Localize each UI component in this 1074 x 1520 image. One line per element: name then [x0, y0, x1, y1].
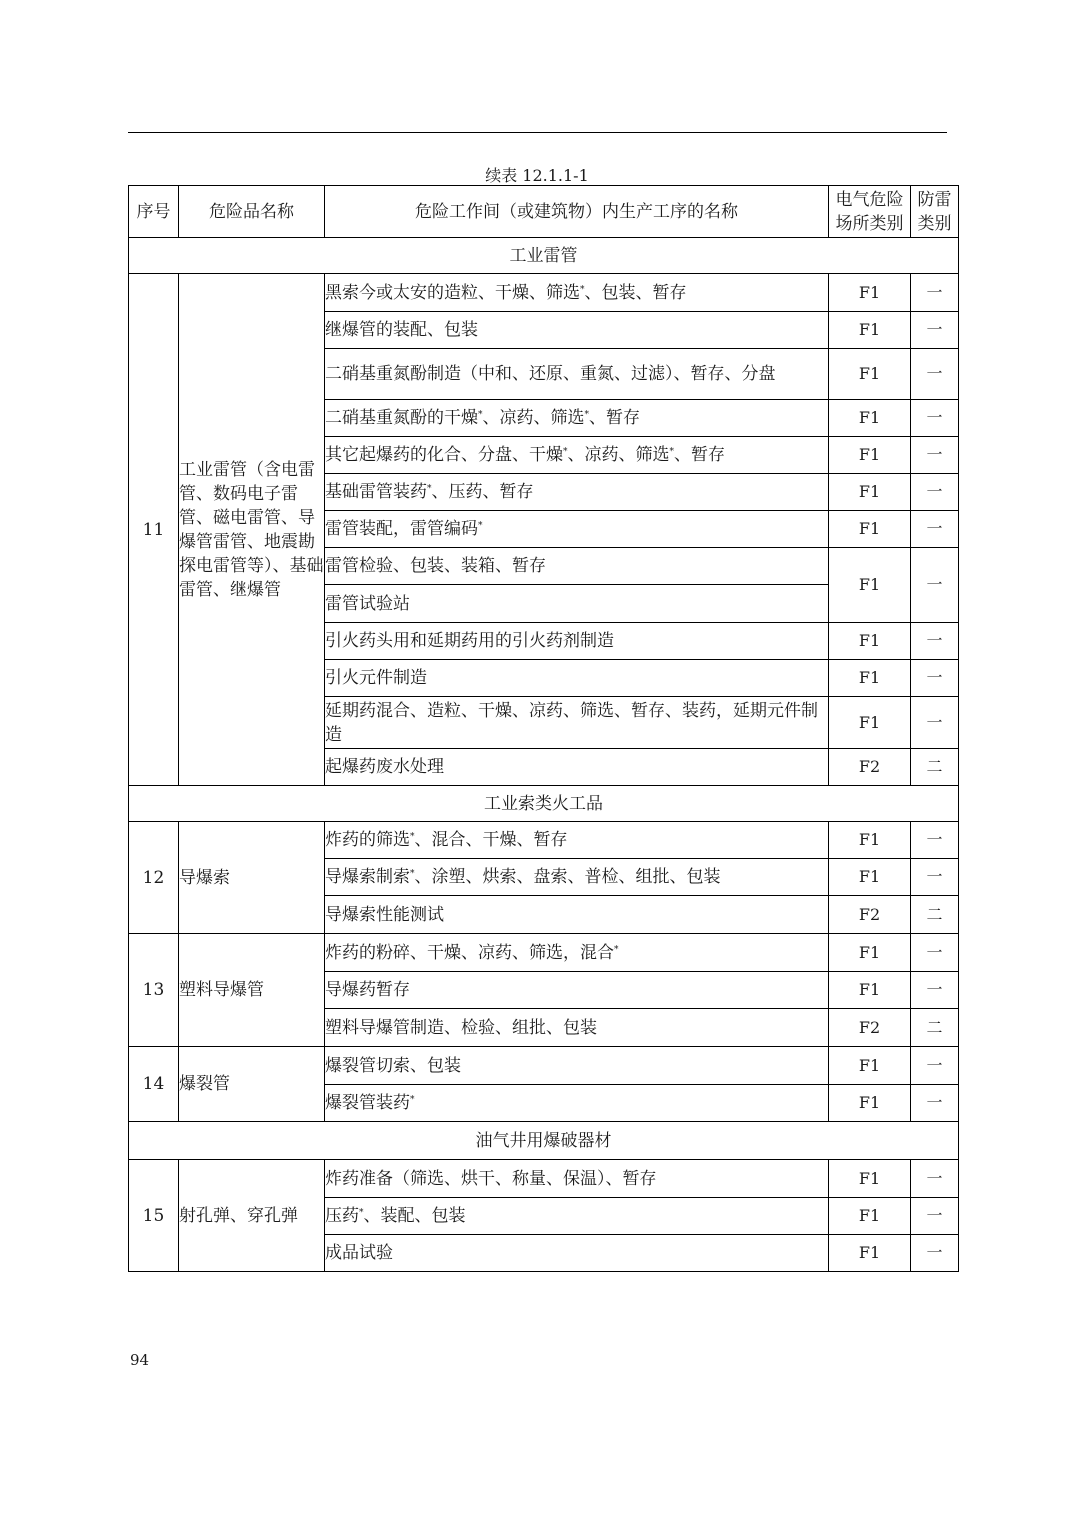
process-name: 炸药的筛选*、混合、干燥、暂存: [325, 822, 829, 859]
electrical-hazard-category: F1: [829, 1085, 911, 1122]
footnote-asterisk: *: [669, 447, 674, 457]
process-name: 成品试验: [325, 1235, 829, 1272]
footnote-asterisk: *: [427, 484, 432, 494]
process-name: 延期药混合、造粒、干燥、凉药、筛选、暂存、装药，延期元件制造: [325, 697, 829, 749]
item-seq: 14: [129, 1047, 179, 1122]
process-name: 基础雷管装药*、压药、暂存: [325, 474, 829, 511]
process-name: 引火药头用和延期药用的引火药剂制造: [325, 623, 829, 660]
process-name: 二硝基重氮酚制造（中和、还原、重氮、过滤）、暂存、分盘: [325, 349, 829, 400]
section-row: [129, 1122, 959, 1160]
footnote-asterisk: *: [359, 1208, 364, 1218]
lightning-protection-category: 一: [911, 400, 959, 437]
table-row: [129, 934, 959, 972]
process-name: 爆裂管切索、包装: [325, 1047, 829, 1085]
lightning-protection-category: 一: [911, 623, 959, 660]
electrical-hazard-category: F2: [829, 1009, 911, 1047]
process-name: 炸药的粉碎、干燥、凉药、筛选，混合*: [325, 934, 829, 972]
section-title: 工业索类火工品: [129, 786, 959, 822]
process-name: 起爆药废水处理: [325, 749, 829, 786]
header-rule: [128, 132, 947, 133]
lightning-protection-category: 二: [911, 749, 959, 786]
col-header-lightning-category: 防雷 类别: [911, 186, 959, 238]
item-seq: 11: [129, 274, 179, 786]
hazard-table: [128, 185, 959, 1272]
process-name: 雷管装配，雷管编码*: [325, 511, 829, 548]
process-name: 塑料导爆管制造、检验、组批、包装: [325, 1009, 829, 1047]
process-name: 雷管检验、包装、装箱、暂存: [325, 548, 829, 585]
process-name: 雷管试验站: [325, 585, 829, 623]
col-header-process: 危险工作间（或建筑物）内生产工序的名称: [325, 186, 829, 238]
process-name: 导爆索制索*、涂塑、烘索、盘索、普检、组批、包装: [325, 859, 829, 896]
electrical-hazard-category: F1: [829, 511, 911, 548]
lightning-protection-category: 一: [911, 474, 959, 511]
electrical-hazard-category: F1: [829, 474, 911, 511]
electrical-hazard-category: F1: [829, 1235, 911, 1272]
item-name: 导爆索: [179, 822, 325, 934]
electrical-hazard-category: F1: [829, 934, 911, 972]
lightning-protection-category: 二: [911, 896, 959, 934]
electrical-hazard-category: F1: [829, 312, 911, 349]
footnote-asterisk: *: [410, 869, 415, 879]
electrical-hazard-category: F1: [829, 623, 911, 660]
lightning-protection-category: 一: [911, 1235, 959, 1272]
lightning-protection-category: 一: [911, 437, 959, 474]
footnote-asterisk: *: [584, 410, 589, 420]
footnote-asterisk: *: [478, 410, 483, 420]
footnote-asterisk: *: [563, 447, 568, 457]
electrical-hazard-category: F1: [829, 822, 911, 859]
table-row: [129, 822, 959, 859]
electrical-hazard-category: F1: [829, 1160, 911, 1198]
process-name: 黑索今或太安的造粒、干燥、筛选*、包装、暂存: [325, 274, 829, 312]
process-name: 压药*、装配、包装: [325, 1198, 829, 1235]
section-title: 工业雷管: [129, 238, 959, 274]
col-header-name: 危险品名称: [179, 186, 325, 238]
page-number: 94: [130, 1351, 150, 1369]
lightning-protection-category: 一: [911, 1047, 959, 1085]
table-row: [129, 274, 959, 312]
item-name: 塑料导爆管: [179, 934, 325, 1047]
process-name: 其它起爆药的化合、分盘、干燥*、凉药、筛选*、暂存: [325, 437, 829, 474]
lightning-protection-category: 一: [911, 1198, 959, 1235]
lightning-protection-category: 一: [911, 349, 959, 400]
process-name: 导爆索性能测试: [325, 896, 829, 934]
lightning-protection-category: 一: [911, 934, 959, 972]
lightning-protection-category: 一: [911, 312, 959, 349]
section-title: 油气井用爆破器材: [129, 1122, 959, 1160]
lightning-protection-category: 一: [911, 511, 959, 548]
col-header-seq: 序号: [129, 186, 179, 238]
footnote-asterisk: *: [410, 1095, 415, 1105]
lightning-protection-category: 一: [911, 548, 959, 623]
item-name: 射孔弹、穿孔弹: [179, 1160, 325, 1272]
table-row: [129, 1047, 959, 1085]
electrical-hazard-category: F1: [829, 437, 911, 474]
electrical-hazard-category: F1: [829, 1047, 911, 1085]
lightning-protection-category: 一: [911, 972, 959, 1009]
process-name: 炸药准备（筛选、烘干、称量、保温）、暂存: [325, 1160, 829, 1198]
footnote-asterisk: *: [478, 521, 483, 531]
electrical-hazard-category: F2: [829, 896, 911, 934]
item-name: 爆裂管: [179, 1047, 325, 1122]
table-header-row: [129, 186, 959, 238]
table-caption: 续表 12.1.1-1: [485, 166, 589, 185]
item-seq: 13: [129, 934, 179, 1047]
lightning-protection-category: 二: [911, 1009, 959, 1047]
footnote-asterisk: *: [410, 832, 415, 842]
electrical-hazard-category: F1: [829, 349, 911, 400]
footnote-asterisk: *: [614, 944, 619, 955]
process-name: 引火元件制造: [325, 660, 829, 697]
item-name: 工业雷管（含电雷管、数码电子雷管、磁电雷管、导爆管雷管、地震勘探电雷管等）、基础雷管、继爆管: [179, 274, 325, 786]
item-seq: 15: [129, 1160, 179, 1272]
electrical-hazard-category: F1: [829, 400, 911, 437]
process-name: 二硝基重氮酚的干燥*、凉药、筛选*、暂存: [325, 400, 829, 437]
section-row: [129, 786, 959, 822]
process-name: 导爆药暂存: [325, 972, 829, 1009]
lightning-protection-category: 一: [911, 660, 959, 697]
lightning-protection-category: 一: [911, 1160, 959, 1198]
electrical-hazard-category: F1: [829, 859, 911, 896]
process-name: 继爆管的装配、包装: [325, 312, 829, 349]
electrical-hazard-category: F1: [829, 697, 911, 749]
lightning-protection-category: 一: [911, 697, 959, 749]
electrical-hazard-category: F1: [829, 972, 911, 1009]
footnote-asterisk: *: [580, 284, 585, 295]
item-seq: 12: [129, 822, 179, 934]
table-row: [129, 1160, 959, 1198]
process-name: 爆裂管装药*: [325, 1085, 829, 1122]
lightning-protection-category: 一: [911, 1085, 959, 1122]
col-header-elec-category: 电气危险 场所类别: [829, 186, 911, 238]
lightning-protection-category: 一: [911, 274, 959, 312]
lightning-protection-category: 一: [911, 859, 959, 896]
table-body: [129, 238, 959, 1272]
electrical-hazard-category: F1: [829, 548, 911, 623]
electrical-hazard-category: F1: [829, 660, 911, 697]
lightning-protection-category: 一: [911, 822, 959, 859]
electrical-hazard-category: F1: [829, 1198, 911, 1235]
electrical-hazard-category: F1: [829, 274, 911, 312]
section-row: [129, 238, 959, 274]
electrical-hazard-category: F2: [829, 749, 911, 786]
